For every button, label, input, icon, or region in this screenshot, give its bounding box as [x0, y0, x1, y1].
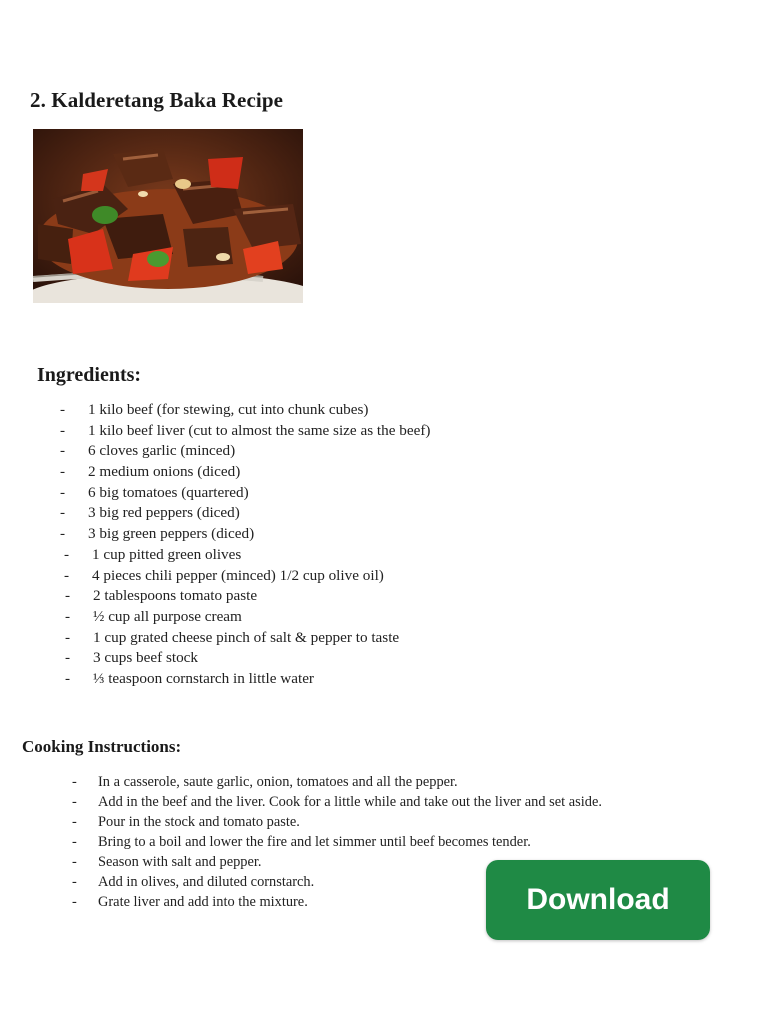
- list-item: [60, 462, 430, 483]
- bullet-dash: -: [72, 794, 77, 810]
- ingredient-text: 6 cloves garlic (minced): [88, 442, 236, 460]
- bullet-dash: -: [60, 421, 66, 439]
- instruction-text: Add in olives, and diluted cornstarch.: [98, 874, 315, 890]
- bullet-dash: -: [72, 854, 77, 870]
- bullet-dash: -: [60, 401, 66, 418]
- instruction-text: Grate liver and add into the mixture.: [98, 894, 308, 910]
- list-item: [64, 545, 430, 566]
- ingredient-text: 3 big green peppers (diced): [88, 525, 255, 543]
- list-item: [65, 607, 430, 628]
- instruction-text: In a casserole, saute garlic, onion, tomatoes and all the pepper.: [98, 774, 458, 790]
- list-item: [72, 792, 652, 812]
- bullet-dash: -: [60, 463, 66, 481]
- list-item: [65, 586, 430, 607]
- bullet-dash: -: [72, 874, 77, 890]
- list-item: [60, 400, 430, 421]
- ingredients-heading: Ingredients:: [37, 364, 142, 386]
- bullet-dash: -: [64, 566, 70, 584]
- download-button[interactable]: Download: [486, 860, 710, 940]
- recipe-title: 2. Kalderetang Baka Recipe: [30, 88, 284, 112]
- instruction-text: Season with salt and pepper.: [98, 854, 262, 870]
- list-item: [72, 812, 652, 832]
- list-item: [60, 524, 430, 545]
- bullet-dash: -: [65, 628, 71, 646]
- ingredient-text: 1 kilo beef liver (cut to almost the same size as the beef): [88, 421, 431, 439]
- bullet-dash: -: [72, 774, 77, 790]
- instructions-heading: Cooking Instructions:: [22, 737, 182, 756]
- bullet-dash: -: [64, 545, 70, 563]
- list-item: [60, 483, 430, 504]
- list-item: [60, 421, 430, 442]
- list-item: [72, 832, 652, 852]
- recipe-photo: [33, 129, 303, 303]
- list-item: [65, 669, 430, 690]
- beef-stew-image: [33, 129, 303, 303]
- ingredient-text: ⅓ teaspoon cornstarch in little water: [93, 669, 314, 687]
- ingredient-text: 3 cups beef stock: [93, 649, 199, 667]
- bullet-dash: -: [60, 483, 66, 501]
- bullet-dash: -: [65, 587, 71, 605]
- ingredient-text: 2 tablespoons tomato paste: [93, 587, 258, 605]
- ingredient-text: 6 big tomatoes (quartered): [88, 483, 249, 501]
- instruction-text: Pour in the stock and tomato paste.: [98, 814, 300, 830]
- list-item: [65, 648, 430, 669]
- bullet-dash: -: [60, 504, 66, 522]
- list-item: [65, 628, 430, 649]
- ingredient-text: 3 big red peppers (diced): [88, 504, 240, 522]
- list-item: [64, 566, 430, 587]
- bullet-dash: -: [65, 669, 71, 687]
- ingredient-text: 2 medium onions (diced): [88, 463, 241, 481]
- ingredient-text: 1 cup grated cheese pinch of salt & pepper to taste: [93, 628, 400, 646]
- bullet-dash: -: [60, 525, 66, 543]
- ingredient-text: 1 kilo beef (for stewing, cut into chunk cubes): [88, 401, 369, 418]
- bullet-dash: -: [72, 834, 77, 850]
- list-item: [60, 441, 430, 462]
- ingredients-list: [60, 400, 430, 690]
- instruction-text: Bring to a boil and lower the fire and let simmer until beef becomes tender.: [98, 834, 531, 850]
- instruction-text: Add in the beef and the liver. Cook for a little while and take out the liver and set aside.: [98, 794, 602, 810]
- bullet-dash: -: [72, 894, 77, 910]
- bullet-dash: -: [72, 814, 77, 830]
- bullet-dash: -: [65, 649, 71, 667]
- ingredient-text: 1 cup pitted green olives: [92, 545, 242, 563]
- ingredient-text: 4 pieces chili pepper (minced) 1/2 cup olive oil): [92, 566, 384, 584]
- bullet-dash: -: [65, 607, 71, 625]
- list-item: [72, 772, 652, 792]
- ingredient-text: ½ cup all purpose cream: [93, 607, 242, 625]
- bullet-dash: -: [60, 442, 66, 460]
- list-item: [60, 503, 430, 524]
